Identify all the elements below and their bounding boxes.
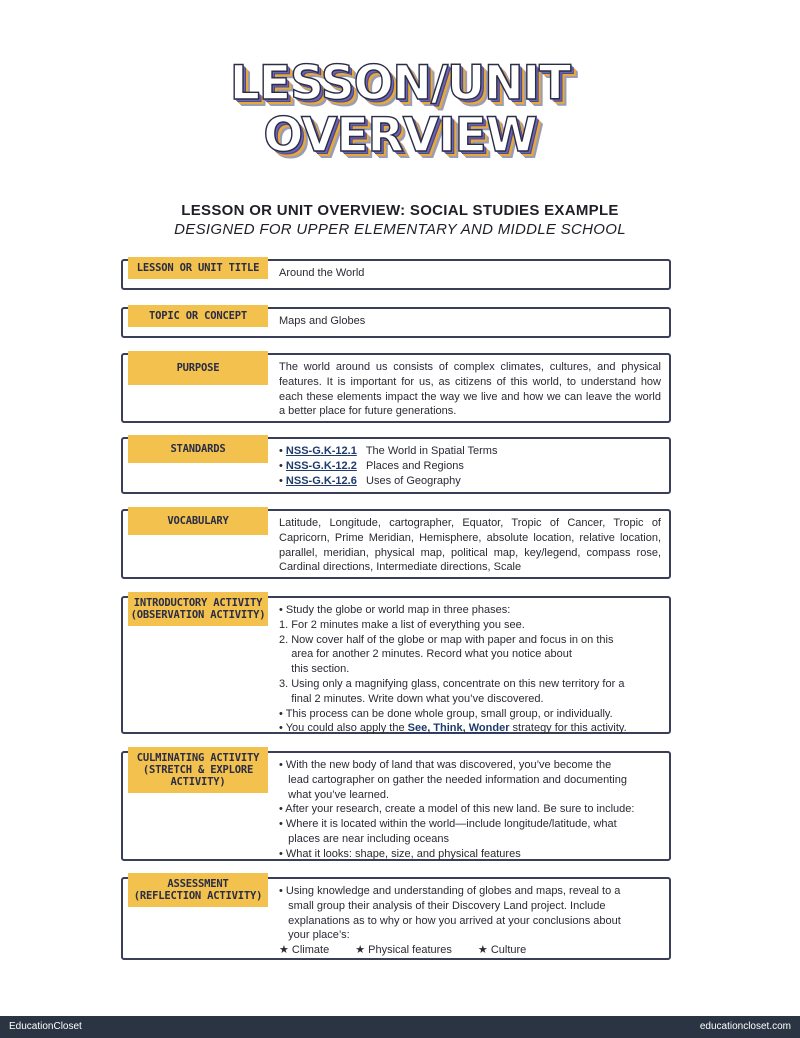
standard-link[interactable]: NSS-G.K-12.6 <box>285 474 357 487</box>
intro-line: • Study the globe or world map in three phases: <box>279 604 511 616</box>
culm-line: lead cartographer on gather the needed information and documenting <box>279 773 627 786</box>
standards-label: STANDARDS <box>128 435 268 463</box>
intro-line: final 2 minutes. Write down what you’ve discovered. <box>279 692 544 705</box>
footer-website-link[interactable]: educationcloset.com <box>699 1021 791 1032</box>
footer-brand: EducationCloset <box>9 1021 82 1032</box>
assess-line: your place’s: <box>279 929 350 942</box>
lesson-title-value: Around the World <box>279 267 365 279</box>
topic-label: TOPIC OR CONCEPT <box>128 305 268 327</box>
intro-line: • This process can be done whole group, small group, or individually. <box>279 707 613 720</box>
intro-line: 2. Now cover half of the globe or map with paper and focus in on this <box>279 633 614 646</box>
culminating-label: CULMINATING ACTIVITY (STRETCH & EXPLORE ACTIVITY) <box>128 747 268 793</box>
subheading <box>0 202 800 238</box>
intro-last-line: • You could also apply the See, Think, Wonder strategy for this activity. <box>279 722 627 735</box>
vocabulary-label: VOCABULARY <box>128 507 268 535</box>
culm-line: • After your research, create a model of this new land. Be sure to include: <box>279 803 635 816</box>
see-think-wonder-link[interactable]: See, Think, Wonder <box>407 722 510 735</box>
standard-item: • NSS-G.K-12.2 Places and Regions <box>279 459 464 472</box>
assess-line: explanations as to why or how you arrived at your conclusions about <box>279 914 621 927</box>
vocabulary-text: Latitude, Longitude, cartographer, Equator, Tropic of Cancer, Tropic of Capricorn, Prime Meridian, Hemisphere, absolute location, relative location, parallel, meridian, physical map, political map, key/legend, compass rose, Cardinal directions, Intermediate directions, Scale <box>279 517 661 574</box>
culm-line: • Where it is located within the world—include longitude/latitude, what <box>279 818 617 831</box>
intro-line: 3. Using only a magnifying glass, concentrate on this new territory for a <box>279 677 625 690</box>
intro-line: this section. <box>279 663 350 676</box>
assess-line: small group their analysis of their Discovery Land project. Include <box>279 899 606 912</box>
intro-line: 1. For 2 minutes make a list of everything you see. <box>279 618 525 631</box>
culm-line: • What it looks: shape, size, and physical features <box>279 847 521 860</box>
star-climate: ★ Climate <box>279 944 330 957</box>
star-physical-features: ★ Physical features <box>355 944 452 957</box>
title-line-2: OVERVIEW <box>263 108 537 163</box>
subtitle: LESSON OR UNIT OVERVIEW: SOCIAL STUDIES EXAMPLE <box>181 202 619 219</box>
standard-link[interactable]: NSS-G.K-12.2 <box>285 459 357 472</box>
introductory-label: INTRODUCTORY ACTIVITY (OBSERVATION ACTIVITY) <box>128 592 268 626</box>
standard-item: • NSS-G.K-12.6 Uses of Geography <box>279 474 461 487</box>
assess-line: • Using knowledge and understanding of globes and maps, reveal to a <box>279 885 621 897</box>
title-line-1: LESSON/UNIT <box>229 56 571 111</box>
standard-item: • NSS-G.K-12.1 The World in Spatial Terms <box>279 445 498 457</box>
culm-line: what you’ve learned. <box>279 788 390 801</box>
culm-line: • With the new body of land that was discovered, you’ve become the <box>279 759 612 771</box>
standards-list <box>279 444 661 488</box>
assessment-label: ASSESSMENT (REFLECTION ACTIVITY) <box>128 873 268 907</box>
standard-link[interactable]: NSS-G.K-12.1 <box>285 445 357 457</box>
assessment-stars <box>279 943 661 958</box>
topic-value: Maps and Globes <box>279 315 366 327</box>
purpose-label: PURPOSE <box>128 351 268 385</box>
main-title <box>0 58 800 162</box>
subtitle-italic: DESIGNED FOR UPPER ELEMENTARY AND MIDDLE SCHOOL <box>174 221 626 238</box>
footer-bar <box>0 1016 800 1038</box>
lesson-title-label: LESSON OR UNIT TITLE <box>128 257 268 279</box>
purpose-text: The world around us consists of complex climates, cultures, and physical features. It is important for us, as citizens of this world, to understand how each these elements impact the way we live and how we can leave the world a better place for future generations. <box>279 361 661 418</box>
star-culture: ★ Culture <box>477 944 527 957</box>
intro-line: area for another 2 minutes. Record what you notice about <box>279 648 572 661</box>
culm-line: places are near including oceans <box>279 832 449 845</box>
